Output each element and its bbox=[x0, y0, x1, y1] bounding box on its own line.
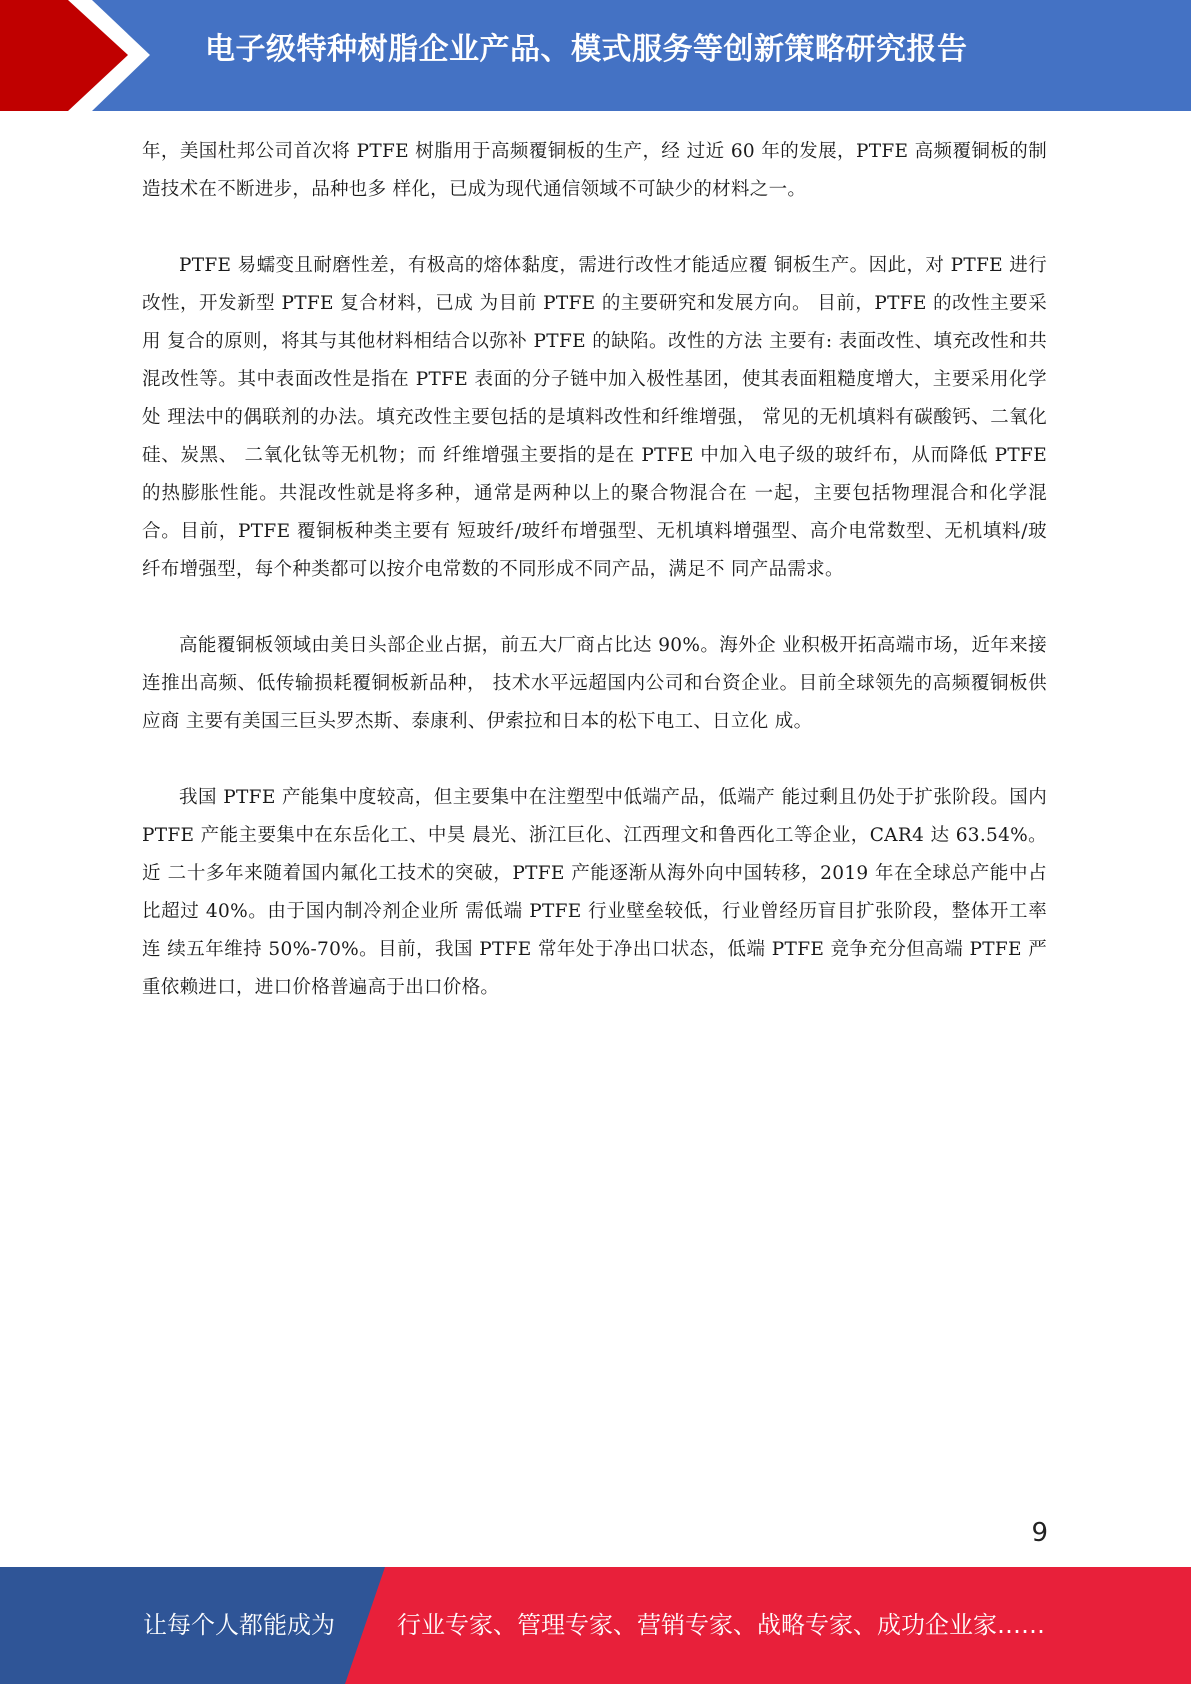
main-content bbox=[142, 133, 1047, 1045]
page-number: 9 bbox=[1031, 1518, 1048, 1548]
paragraph: 高能覆铜板领域由美日头部企业占据，前五大厂商占比达 90%。海外企 业积极开拓高端市场，近年来接连推出高频、低传输损耗覆铜板新品种， 技术水平远超国内公司和台资企业。目前全球领先的高频覆铜板供应商 主要有美国三巨头罗杰斯、泰康利、伊索拉和日本的松下电工、日立化 成。 bbox=[142, 635, 1047, 732]
footer-slogan-left: 让每个人都能成为 bbox=[143, 1611, 335, 1639]
footer-banner bbox=[0, 1567, 1191, 1684]
paragraph: 年，美国杜邦公司首次将 PTFE 树脂用于高频覆铜板的生产，经 过近 60 年的发展，PTFE 高频覆铜板的制造技术在不断进步，品种也多 样化，已成为现代通信领域不可缺少的材料之一。 bbox=[142, 141, 1047, 200]
paragraph: PTFE 易蠕变且耐磨性差，有极高的熔体黏度，需进行改性才能适应覆 铜板生产。因此，对 PTFE 进行改性，开发新型 PTFE 复合材料，已成 为目前 PTFE 的主要研究和发展方向。 目前，PTFE 的改性主要采用 复合的原则，将其与其他材料相结合以弥补 PTFE 的缺陷。改性的方法 主要有: 表面改性、填充改性和共混改性等。其中表面改性是指在 PTFE 表面的分子链中加入极性基团，使其表面粗糙度增大，主要采用化学处 理法中的偶联剂的办法。填充改性主要包括的是填料改性和纤维增强， 常见的无机填料有碳酸钙、二氧化硅、炭黑、 二氧化钛等无机物；而 纤维增强主要指的是在 PTFE 中加入电子级的玻纤布，从而降低 PTFE 的热膨胀性能。共混改性就是将多种，通常是两种以上的聚合物混合在 一起，主要包括物理混合和化学混合。目前，PTFE 覆铜板种类主要有 短玻纤/玻纤布增强型、无机填料增强型、高介电常数型、无机填料/玻 纤布增强型，每个种类都可以按介电常数的不同形成不同产品，满足不 同产品需求。 bbox=[142, 255, 1047, 580]
paragraph: 我国 PTFE 产能集中度较高，但主要集中在注塑型中低端产品，低端产 能过剩且仍处于扩张阶段。国内 PTFE 产能主要集中在东岳化工、中昊 晨光、浙江巨化、江西理文和鲁西化工等企业，CAR4 达 63.54%。近 二十多年来随着国内氟化工技术的突破，PTFE 产能逐渐从海外向中国转移，2019 年在全球总产能中占比超过 40%。由于国内制冷剂企业所 需低端 PTFE 行业壁垒较低，行业曾经历盲目扩张阶段，整体开工率连 续五年维持 50%-70%。目前，我国 PTFE 常年处于净出口状态，低端 PTFE 竞争充分但高端 PTFE 严重依赖进口，进口价格普遍高于出口价格。 bbox=[142, 787, 1047, 998]
document-title: 电子级特种树脂企业产品、模式服务等创新策略研究报告 bbox=[205, 32, 968, 67]
header-banner bbox=[0, 0, 1191, 111]
footer-slogan-right: 行业专家、管理专家、营销专家、战略专家、成功企业家…… bbox=[397, 1611, 1045, 1639]
